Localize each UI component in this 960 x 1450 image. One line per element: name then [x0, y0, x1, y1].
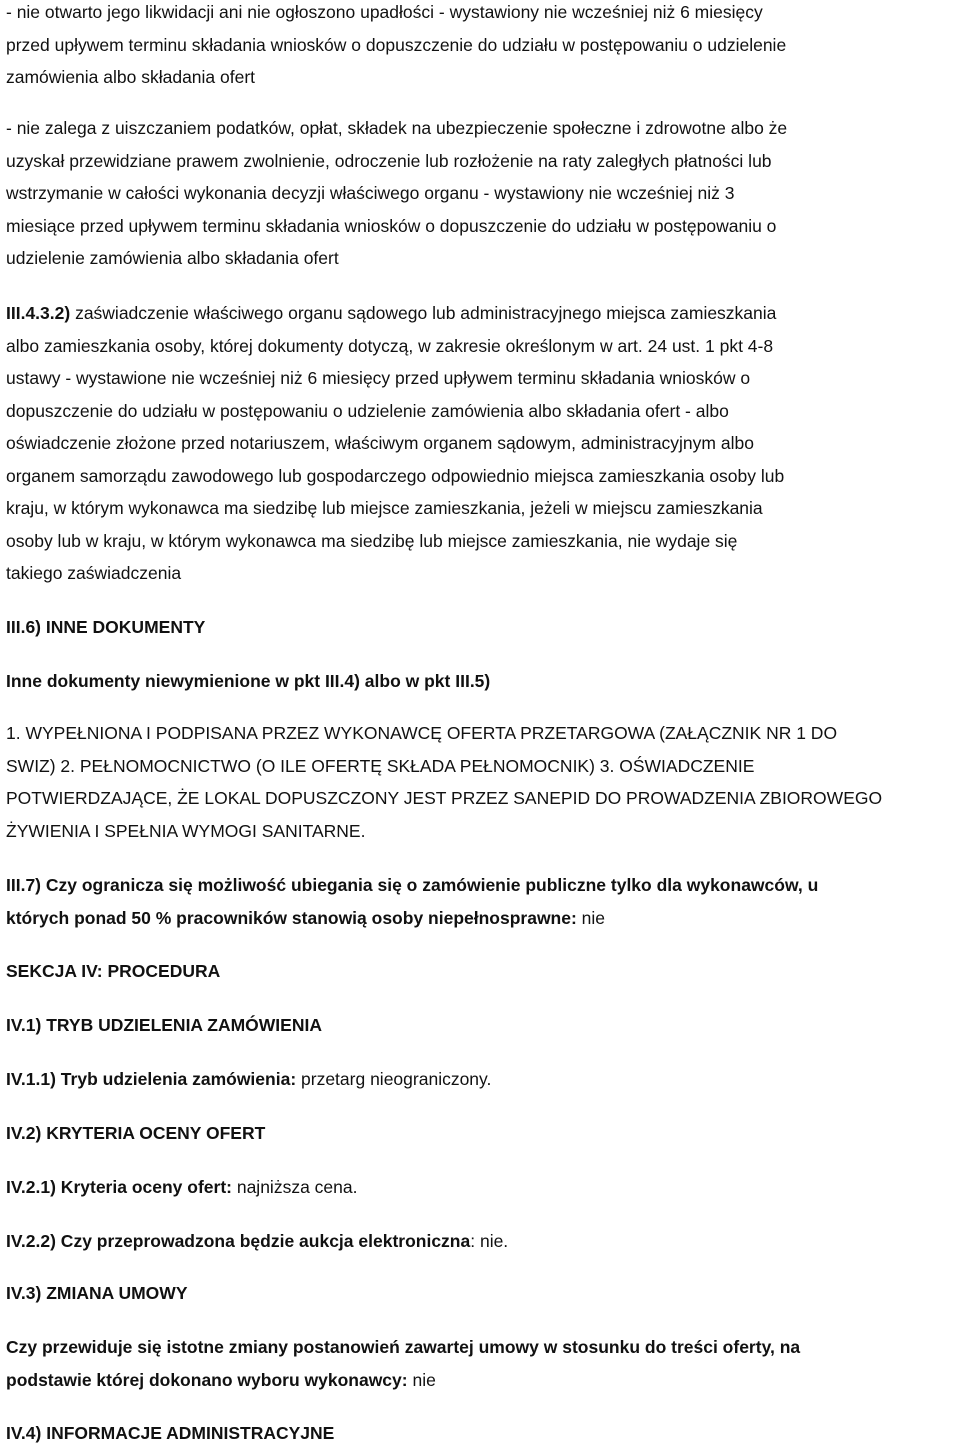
text-line: - nie otwarto jego likwidacji ani nie ogłoszono upadłości - wystawiony nie wcześniej niż 6 miesięcy [6, 2, 763, 22]
section-heading-iv-4: IV.4) INFORMACJE ADMINISTRACYJNE [6, 1423, 335, 1443]
text-line: dopuszczenie do udziału w postępowaniu o udzielenie zamówienia albo składania ofert - albo [6, 400, 729, 421]
section-heading-iv: SEKCJA IV: PROCEDURA [6, 961, 221, 981]
field-label: IV.2.2) Czy przeprowadzona będzie aukcja elektroniczna [6, 1231, 471, 1251]
field-label: IV.2.1) Kryteria oceny ofert: [6, 1177, 232, 1197]
field-iv-2-2 [6, 1225, 946, 1258]
text-line: organem samorządu zawodowego lub gospodarczego odpowiednio miejsca zamieszkania osoby lub [6, 465, 785, 486]
text-line: osoby lub w kraju, w którym wykonawca ma siedzibę lub miejsce zamieszkania, nie wydaje się [6, 530, 738, 551]
section-heading-iv-2: IV.2) KRYTERIA OCENY OFERT [6, 1123, 266, 1143]
text-line: ŻYWIENIA I SPEŁNIA WYMOGI SANITARNE. [6, 820, 366, 841]
text-fragment: zaświadczenie właściwego organu sądowego lub administracyjnego miejsca zamieszkania [70, 303, 777, 323]
text-line: przed upływem terminu składania wniosków o dopuszczenie do udziału w postępowaniu o udzielenie [6, 34, 787, 55]
field-label: IV.1.1) Tryb udzielenia zamówienia: [6, 1069, 297, 1089]
paragraph-documents-list [6, 717, 946, 847]
text-line: zamówienia albo składania ofert [6, 67, 256, 87]
text-line: uzyskał przewidziane prawem zwolnienie, odroczenie lub rozłożenie na raty zaległych płatności lub [6, 150, 772, 171]
text-line [6, 297, 946, 330]
text-line: takiego zaświadczenia [6, 563, 182, 583]
question-iv-3 [6, 1331, 946, 1396]
text-line: albo zamieszkania osoby, której dokumenty dotyczą, w zakresie określonym w art. 24 ust. 1 pkt 4-8 [6, 335, 774, 356]
text-line: III.7) Czy ogranicza się możliwość ubiegania się o zamówienie publiczne tylko dla wykonawców, u [6, 875, 819, 895]
answer-value: nie [407, 1369, 436, 1390]
section-heading-iv-1: IV.1) TRYB UDZIELENIA ZAMÓWIENIA [6, 1015, 322, 1035]
text-line: ustawy - wystawione nie wcześniej niż 6 miesięcy przed upływem terminu składania wniosków o [6, 368, 751, 388]
question-text: podstawie której dokonano wyboru wykonawcy: [6, 1369, 408, 1390]
subheading-other-documents: Inne dokumenty niewymienione w pkt III.4) albo w pkt III.5) [6, 671, 491, 691]
paragraph-taxes [6, 112, 946, 275]
text-line: Czy przewiduje się istotne zmiany postanowień zawartej umowy w stosunku do treści oferty, na [6, 1337, 801, 1357]
text-line: POTWIERDZAJĄCE, ŻE LOKAL DOPUSZCZONY JEST PRZEZ SANEPID DO PROWADZENIA ZBIOROWEGO [6, 788, 883, 808]
text-line: wstrzymanie w całości wykonania decyzji właściwego organu - wystawiony nie wcześniej niż 3 [6, 183, 735, 203]
text-line: - nie zalega z uiszczaniem podatków, opłat, składek na ubezpieczenie społeczne i zdrowotne albo że [6, 118, 788, 138]
paragraph-liquidation [6, 0, 946, 94]
section-heading-iv-3: IV.3) ZMIANA UMOWY [6, 1283, 188, 1303]
field-value: przetarg nieograniczony. [296, 1069, 492, 1089]
text-line: SWIZ) 2. PEŁNOMOCNICTWO (O ILE OFERTĘ SKŁADA PEŁNOMOCNIK) 3. OŚWIADCZENIE [6, 755, 755, 776]
field-value: najniższa cena. [231, 1177, 358, 1197]
text-line: miesiące przed upływem terminu składania wniosków o dopuszczenie do udziału w postępowaniu o [6, 215, 777, 236]
section-label: III.4.3.2) [6, 303, 71, 323]
text-line: oświadczenie złożone przed notariuszem, właściwym organem sądowym, administracyjnym albo [6, 433, 754, 453]
field-value: : nie. [470, 1231, 509, 1251]
field-iv-2-1 [6, 1171, 946, 1204]
text-line: udzielenie zamówienia albo składania ofert [6, 248, 339, 268]
paragraph-iii-4-3-2 [6, 297, 946, 590]
text-line: 1. WYPEŁNIONA I PODPISANA PRZEZ WYKONAWCĘ OFERTA PRZETARGOWA (ZAŁĄCZNIK NR 1 DO [6, 723, 838, 743]
question-text: których ponad 50 % pracowników stanowią osoby niepełnosprawne: [6, 907, 577, 928]
field-iv-1-1 [6, 1063, 946, 1096]
text-line: kraju, w którym wykonawca ma siedzibę lub miejsce zamieszkania, jeżeli w miejscu zamieszkania [6, 498, 763, 518]
question-iii-7 [6, 869, 946, 934]
text-line [6, 902, 946, 935]
section-heading-iii-6: III.6) INNE DOKUMENTY [6, 617, 206, 637]
text-line [6, 1364, 946, 1397]
answer-value: nie [576, 907, 606, 928]
